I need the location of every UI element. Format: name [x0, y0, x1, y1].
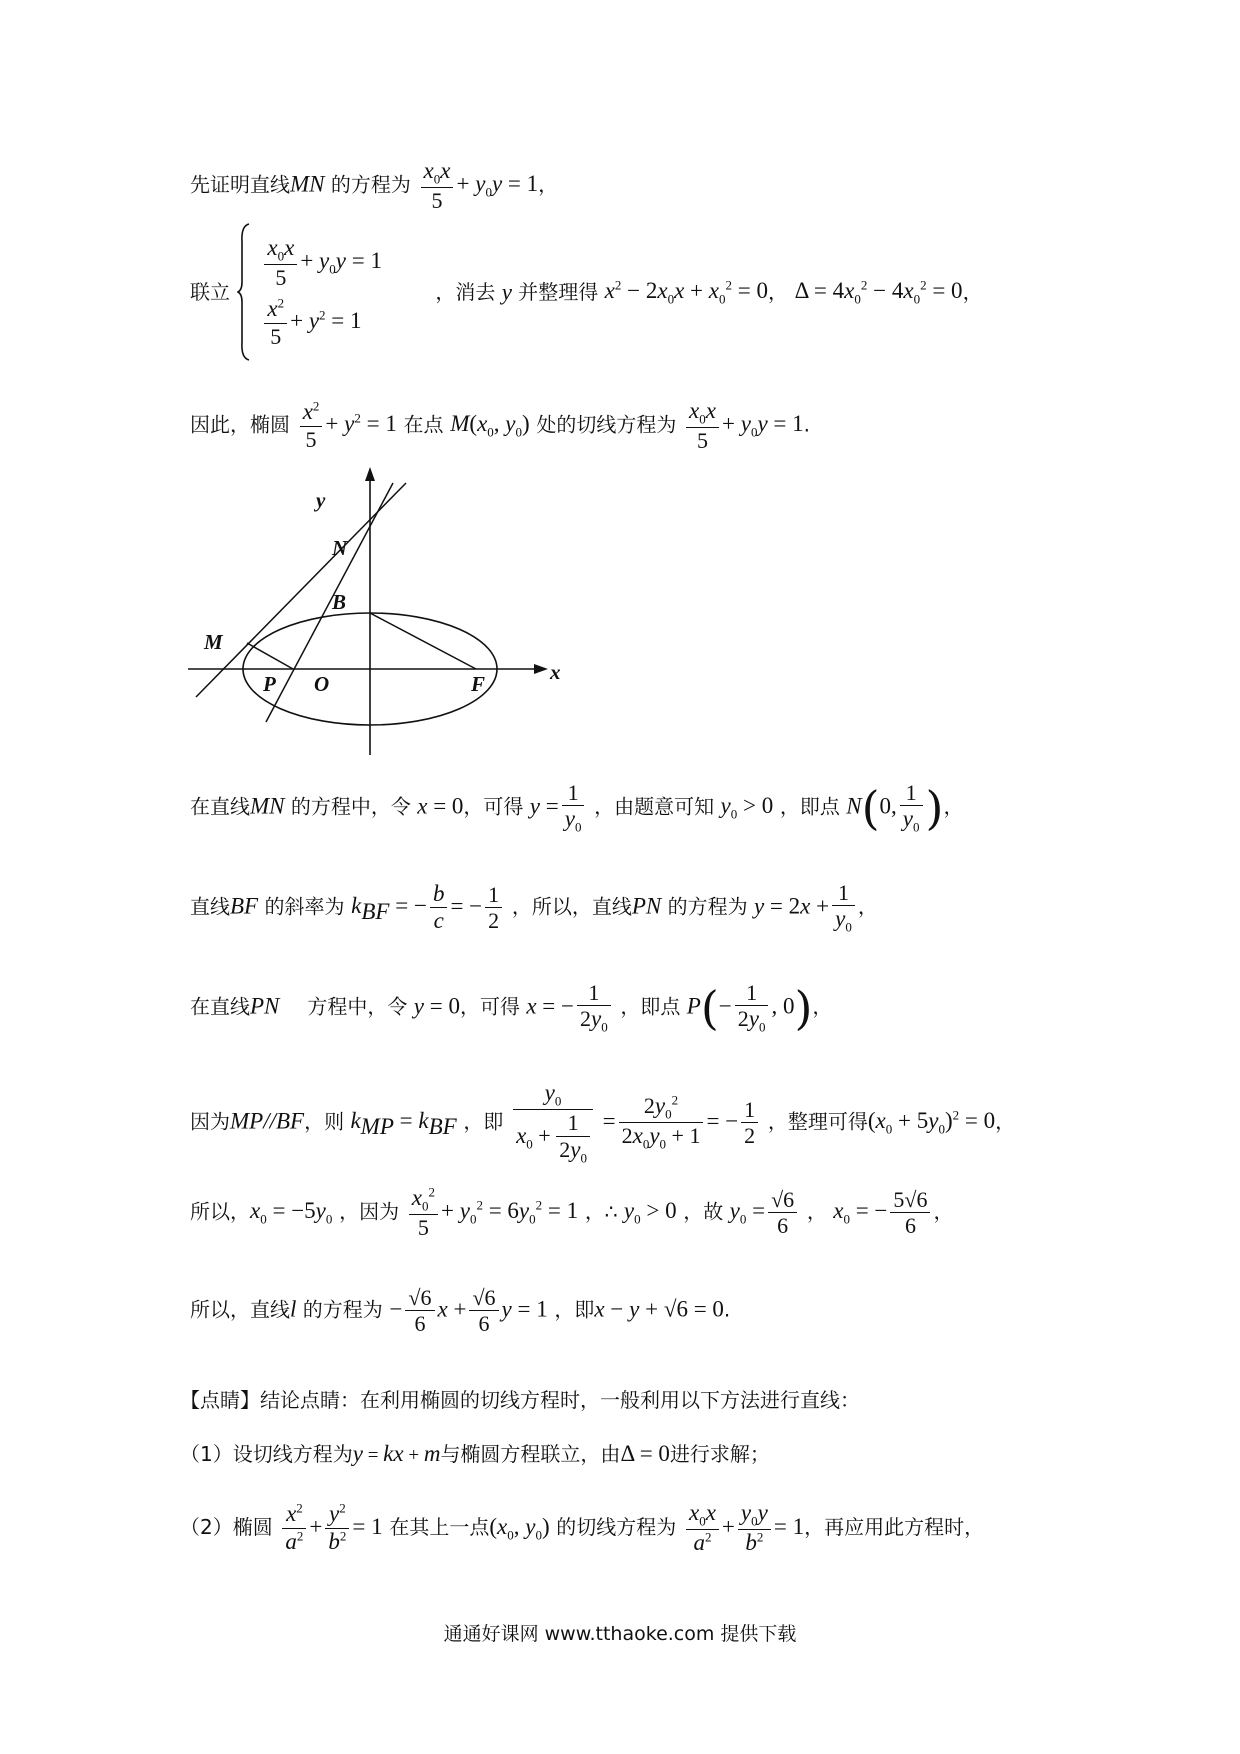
segment-bf [370, 613, 476, 669]
text-line-9: 所以，直线l 的方程为 − $\frac{√6}{6}$ x + $\frac{√6}{6}$ y = 1 ，即x − y + √6 = 0. [190, 1285, 731, 1337]
label-m: M [204, 630, 223, 654]
line-mn [196, 483, 406, 697]
label-n: N [332, 536, 348, 560]
brace-icon [237, 222, 251, 362]
text-line-5: 直线BF 的斜率为 $k_{BF}$ = − $\frac{b}{c}$ = − $\frac{1}{2}$ ，所以，直线PN 的方程为 y = 2x + $\frac{1}{y_0}$ ， [190, 880, 878, 935]
text-line-2: 联立 $\frac{x_0x}{5}$ + $y_0y = 1$ $\frac{x^2}{5}$ + $y^2 = 1$ ，消去 y 并整理得 $x^2 - 2x_0x + x_0^2 = 0$， $\Delta = 4x_0^2 - 4x_0^2 = 0$， [190, 222, 983, 362]
note-line-2: （1）设切线方程为y = kx + m与椭圆方程联立，由Δ = 0进行求解； [180, 1441, 770, 1466]
segment-mp [247, 643, 293, 669]
line-pn [266, 483, 393, 722]
text-line-7: 因为MP//BF，则 $k_{MP} = k_{BF}$ ，即 $y_0$ $x_0$ + $\frac{1}{2y_0}$ = $\frac{2y_0^2}{2x_0y_0 + 1}$ = − $\frac{1}{2}$ ，整理可得$(x_0 + 5y_0)^2 = 0$， [190, 1080, 1016, 1166]
text-line-6: 在直线PN 方程中，令 y = 0，可得 x = − $\frac{1}{2y_0}$ ，即点 P(− $\frac{1}{2y_0}$ , 0)， [190, 980, 833, 1035]
label-b: B [332, 590, 347, 614]
label-p: P [263, 672, 276, 696]
label-f: F [471, 672, 486, 696]
note-line-1: 【点睛】结论点睛：在利用椭圆的切线方程时，一般利用以下方法进行直线： [180, 1388, 860, 1412]
fraction: $\frac{x_0x}{5}$ [421, 158, 454, 214]
text-line-4: 在直线MN 的方程中，令 x = 0，可得 y = $\frac{1}{y_0}$ ，由题意可知 $y_0 > 0$ ，即点 N(0, $\frac{1}{y_0}$ )， [190, 780, 964, 835]
text-line-3: 因此，椭圆 $\frac{x^2}{5}$ + $y^2 = 1$ 在点 $M(x_0$, $y_0$) 处的切线方程为 $\frac{x_0x}{5}$ + $y_0y = 1$. [190, 398, 810, 454]
text-line-8: 所以，$x_0 = -5y_0$ ，因为 $\frac{x_0^2}{5}$ + $y_0^2 = 6y_0^2 = 1$ ，∴ $y_0 > 0$ ，故 $y_0$ = $\frac{√6}{6}$ ， $x_0$ = − $\frac{5√6}{6}$ ， [190, 1184, 954, 1241]
x-axis-arrow-icon [534, 664, 548, 674]
label-y: y [316, 488, 326, 512]
footer-credit: 通通好课网 www.tthaoke.com 提供下载 [443, 1623, 797, 1645]
equation-system: $\frac{x_0x}{5}$ + $y_0y = 1$ $\frac{x^2}{5}$ + $y^2 = 1$ [257, 229, 382, 355]
label-o: O [314, 672, 330, 696]
y-axis-arrow-icon [365, 467, 375, 481]
ellipse-figure [180, 465, 560, 765]
text-line-1: 先证明直线MN 的方程为 $\frac{x_0x}{5}$ + $y_0y = 1$， [190, 158, 559, 214]
label-x: x [550, 660, 560, 684]
note-line-3: （2）椭圆 $\frac{x^2}{a^2}$ + $\frac{y^2}{b^2}$ = 1 在其上一点($x_0$, $y_0$) 的切线方程为 $\frac{x_0x}{a^2}$ + $\frac{y_0y}{b^2}$ = 1，再应用此方程时， [180, 1500, 985, 1556]
